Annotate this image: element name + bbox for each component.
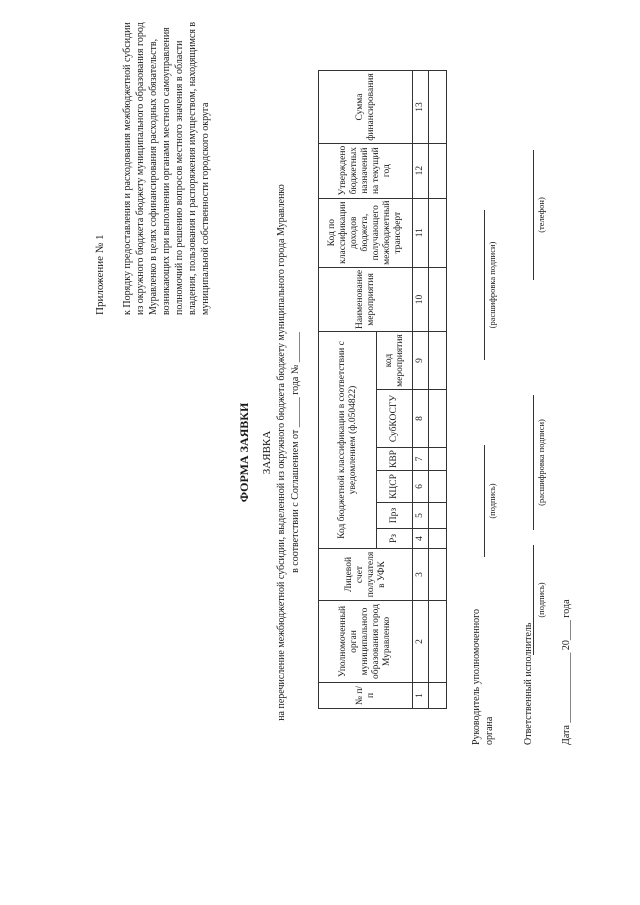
appendix-title: Приложение № 1 (94, 234, 106, 315)
header-account: Лицевой счет получателя в УФК (319, 549, 413, 601)
table-cell (429, 448, 447, 471)
col-number: 6 (413, 471, 429, 503)
col-number: 1 (413, 683, 429, 709)
subheader-subkosgu: СубКОСГУ (377, 390, 413, 448)
header-approved: Утверждено бюджетных назначений на текущий год (319, 143, 413, 198)
col-number: 11 (413, 198, 429, 267)
subheader-kcsr: КЦСР (377, 471, 413, 503)
form-title: ФОРМА ЗАЯВКИ (237, 402, 251, 503)
table-cell (429, 390, 447, 448)
executor-phone-line (533, 150, 534, 280)
table-cell (429, 198, 447, 267)
request-title: ЗАЯВКА (261, 430, 273, 475)
col-number: 10 (413, 267, 429, 331)
table-cell (429, 332, 447, 390)
agreement-line: в соответствии с Соглашением от ______ года № ______ (290, 332, 301, 573)
request-table (318, 70, 447, 709)
head-signature-line (484, 445, 485, 557)
col-number: 4 (413, 529, 429, 549)
header-sum: Сумма финансирования (319, 71, 413, 144)
header-org: Уполномоченный орган муниципального образования город Муравленко (319, 601, 413, 683)
column-numbers-row (413, 71, 429, 709)
table-cell (429, 71, 447, 144)
table-cell (429, 529, 447, 549)
executor-label: Ответственный исполнитель (523, 622, 534, 745)
head-signature-caption: (подпись) (487, 483, 497, 519)
subheader-event-code: код мероприятия (377, 332, 413, 390)
col-number: 5 (413, 503, 429, 529)
subheader-kvr: КВР (377, 448, 413, 471)
table-cell (429, 143, 447, 198)
executor-name-line (533, 395, 534, 530)
col-number: 3 (413, 549, 429, 601)
header-no: № п/п (319, 683, 413, 709)
table-cell (429, 471, 447, 503)
header-event-name: Наименование мероприятия (319, 267, 413, 331)
head-name-caption: (расшифровка подписи) (487, 241, 497, 329)
table-cell (429, 601, 447, 683)
col-number: 13 (413, 71, 429, 144)
col-number: 8 (413, 390, 429, 448)
col-number: 7 (413, 448, 429, 471)
subheader-rz: Рз (377, 529, 413, 549)
table-cell (429, 267, 447, 331)
head-label: Руководитель уполномоченного органа (471, 608, 495, 745)
date-line: Дата ______________ 20____ года (561, 599, 572, 745)
table-cell (429, 503, 447, 529)
col-number: 9 (413, 332, 429, 390)
table-cell (429, 683, 447, 709)
subheader-prz: Прз (377, 503, 413, 529)
header-income-code: Код по классификации доходов бюджета, получающего межбюджетный трансферт (319, 198, 413, 267)
request-subtitle: на перечисление межбюджетной субсидии, выделенной из окружного бюджета бюджету муниципального города Муравленко (276, 184, 287, 721)
executor-name-caption: (расшифровка подписи) (536, 419, 546, 506)
col-number: 12 (413, 143, 429, 198)
table-cell (429, 549, 447, 601)
executor-phone-caption: (телефон) (536, 197, 546, 233)
appendix-description: к Порядку предоставления и расходования межбюджетной субсидии из окружного бюджета бюджету муниципального образования город Муравленко в целях софинансирования расходных обязательств, возникающих при выполнении органами местного самоуправления полномочий по решению вопросов местного значения в области владения, пользования и распоряжения имуществом, находящимся в муниципальной собственности городского округа (122, 21, 211, 315)
executor-signature-line (533, 545, 534, 655)
executor-signature-caption: (подпись) (536, 582, 546, 618)
header-budget-code: Код бюджетной классификации в соответствии с уведомлением (ф.0504822) (319, 332, 377, 549)
col-number: 2 (413, 601, 429, 683)
head-name-line (484, 210, 485, 360)
empty-data-row (429, 71, 447, 709)
